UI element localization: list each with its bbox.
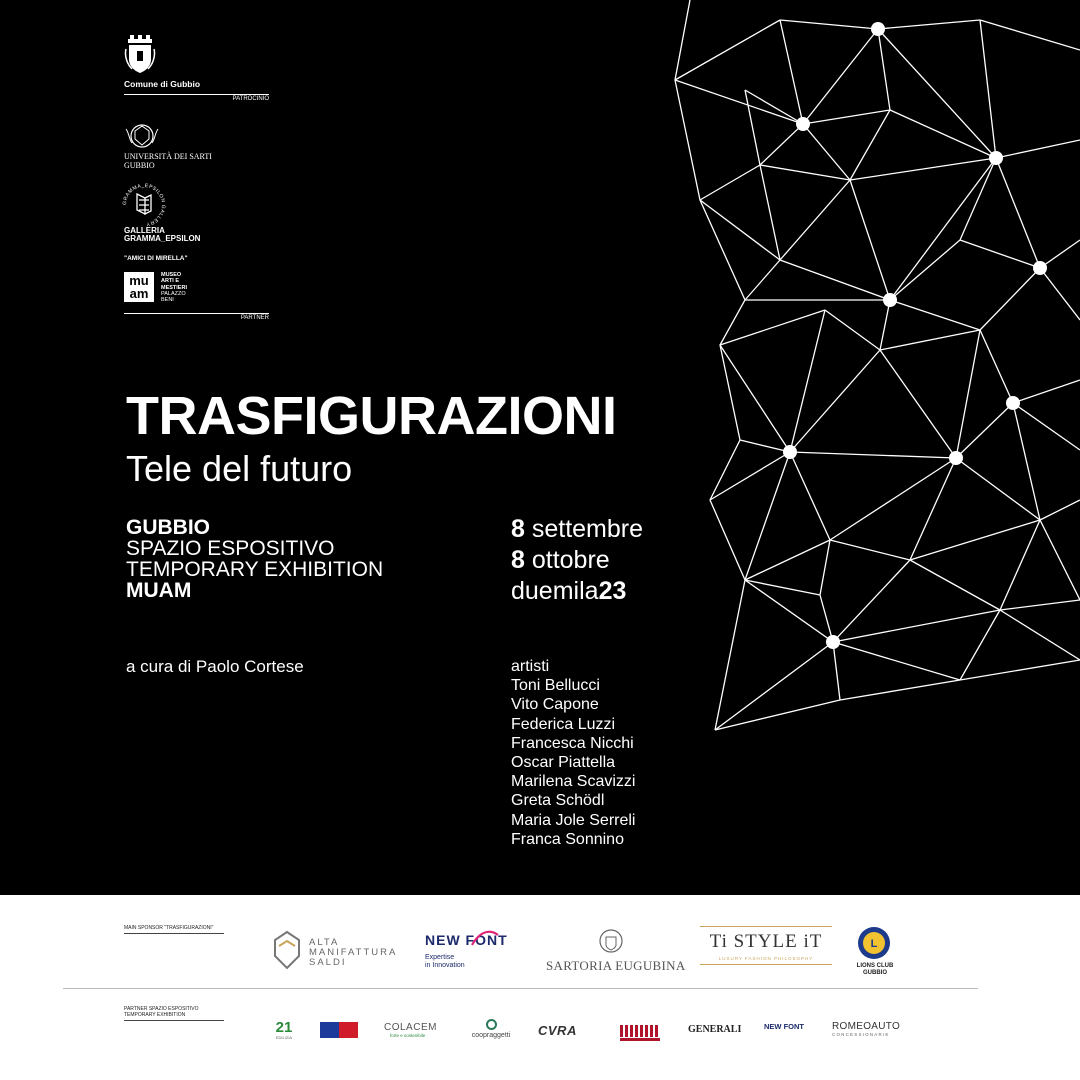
date-start-month: settembre [524,515,644,543]
sponsor-footer [0,895,1080,1080]
universita-logo [124,121,160,156]
artist-item: Franca Sonnino [511,830,624,848]
date-start [511,514,643,545]
sartoria-name: SARTORIA EUGUBINA [546,958,686,973]
partner-space-line2: TEMPORARY EXHIBITION [124,1012,186,1018]
universita-name: UNIVERSITÀ DEI SARTI [124,152,212,161]
muam-line4: PALAZZO [161,290,186,297]
artist-item: Toni Bellucci [511,677,600,695]
newfont-sub [425,954,465,970]
date-end-day: 8 [511,546,525,574]
partner-21-sub: EDILIZIA [275,1035,293,1040]
muam-line1: MUSEO [161,272,182,278]
artist-item: Federica Luzzi [511,715,616,733]
tistyle-logo [700,926,832,965]
muam-logo-top: mu [129,273,149,288]
muam-logo [124,272,154,302]
artist-item: Vito Capone [511,696,599,714]
newfont-swoosh-icon [470,929,500,947]
venue-city: GUBBIO [126,516,210,539]
newfont-sub2: in Innovation [425,962,465,969]
newfont-sub1: Expertise [425,954,455,961]
partner-space-label [124,1006,224,1021]
alta-line1: ALTA [309,937,340,948]
colacem-name: COLACEM [384,1022,437,1033]
date-start-day: 8 [511,515,525,543]
comune-logo [124,33,156,82]
artist-item: Oscar Piattella [511,754,616,772]
partner-colacem-logo [384,1022,437,1038]
alta-manifattura-text [309,938,397,968]
romeo-sub: CONCESSIONARIE [832,1032,890,1037]
exhibition-subtitle: Tele del futuro [126,448,353,489]
lions-line2: GUBBIO [863,970,887,976]
partner-21-logo [272,1020,296,1040]
coop-icon [486,1019,497,1030]
artist-item: Maria Jole Serreli [511,811,636,829]
universita-city: GUBBIO [124,161,155,170]
patrocinio-label: PATROCINIO [124,94,269,102]
muam-logo-bottom: am [129,286,149,301]
partner-romeo-logo [832,1021,900,1037]
dates-block [511,514,643,607]
tistyle-name: Ti STYLE iT [709,931,823,952]
partner-cvr-logo: CVRA [538,1023,577,1038]
universita-crest-icon [124,121,160,151]
galleria-label: GALLERIA [124,226,165,235]
artist-item: Francesca Nicchi [511,734,634,752]
artist-item: Marilena Scavizzi [511,773,636,791]
partner-red-logo [620,1021,660,1041]
muam-text [161,272,187,303]
partner-coop-logo [466,1019,516,1039]
romeo-name: ROMEOAUTO [832,1021,901,1032]
partner-red-mark [620,1025,660,1037]
colacem-sub: forte e sostenibile [390,1033,426,1038]
curator: a cura di Paolo Cortese [126,657,304,676]
partner-newfont-logo: NEW FONT [764,1022,804,1031]
muam-line3: MESTIERI [161,284,187,291]
partner-flag-blue [320,1022,339,1038]
artists-label: artisti [511,658,550,675]
galleria-name: GRAMMA_EPSILON [124,234,201,243]
partner-flag-red [339,1022,358,1038]
lions-line1: LIONS CLUB [856,963,894,969]
venue-line4: MUAM [126,579,192,602]
tistyle-sub: LUXURY FASHION PHILOSOPHY [718,956,814,961]
svg-text:GRAMMA_EPSILON GALLERY: GRAMMA_EPSILON GALLERY [121,182,167,227]
partner-label: PARTNER [124,313,269,321]
sartoria-crest-icon [598,928,624,954]
artists-list [511,657,635,849]
venue-block [126,517,383,601]
date-year-text: duemila [511,577,599,605]
comune-name: Comune di Gubbio [124,79,201,89]
date-end-month: ottobre [524,546,610,574]
partner-flag-logo [320,1022,358,1038]
date-year [511,576,643,607]
exhibition-title: TRASFIGURAZIONI [126,386,617,446]
lions-club-text [853,963,897,977]
svg-text:L: L [870,938,878,950]
network-nodes [783,22,1047,649]
date-year-num: 23 [598,577,627,605]
coop-name: coopraggetti [471,1032,511,1039]
lions-club-icon [857,926,891,960]
comune-crest-icon [124,33,156,77]
date-end [511,545,643,576]
main-sponsor-label: MAIN SPONSOR "TRASFIGURAZIONI" [124,925,224,934]
alta-line3: SALDI [309,957,347,968]
venue-line2: SPAZIO ESPOSITIVO [126,537,335,560]
galleria-ring-icon [121,182,167,228]
amici-label: "AMICI DI MIRELLA" [124,255,188,262]
partner-21-num: 21 [275,1019,293,1036]
venue-line3: TEMPORARY EXHIBITION [126,558,384,581]
muam-line5: BENI [161,297,174,304]
alta-line2: MANIFATTURA [309,947,398,958]
artist-item: Greta Schödl [511,792,605,810]
partner-generali-logo: GENERALI [688,1024,742,1035]
footer-divider [63,988,978,989]
network-lines [675,0,1080,730]
newfont-logo: NEW FONT [425,932,508,948]
alta-manifattura-icon [273,930,301,970]
partner-space-line1: PARTNER SPAZIO ESPOSITIVO [124,1006,199,1012]
muam-line2: ARTI E [161,278,180,285]
